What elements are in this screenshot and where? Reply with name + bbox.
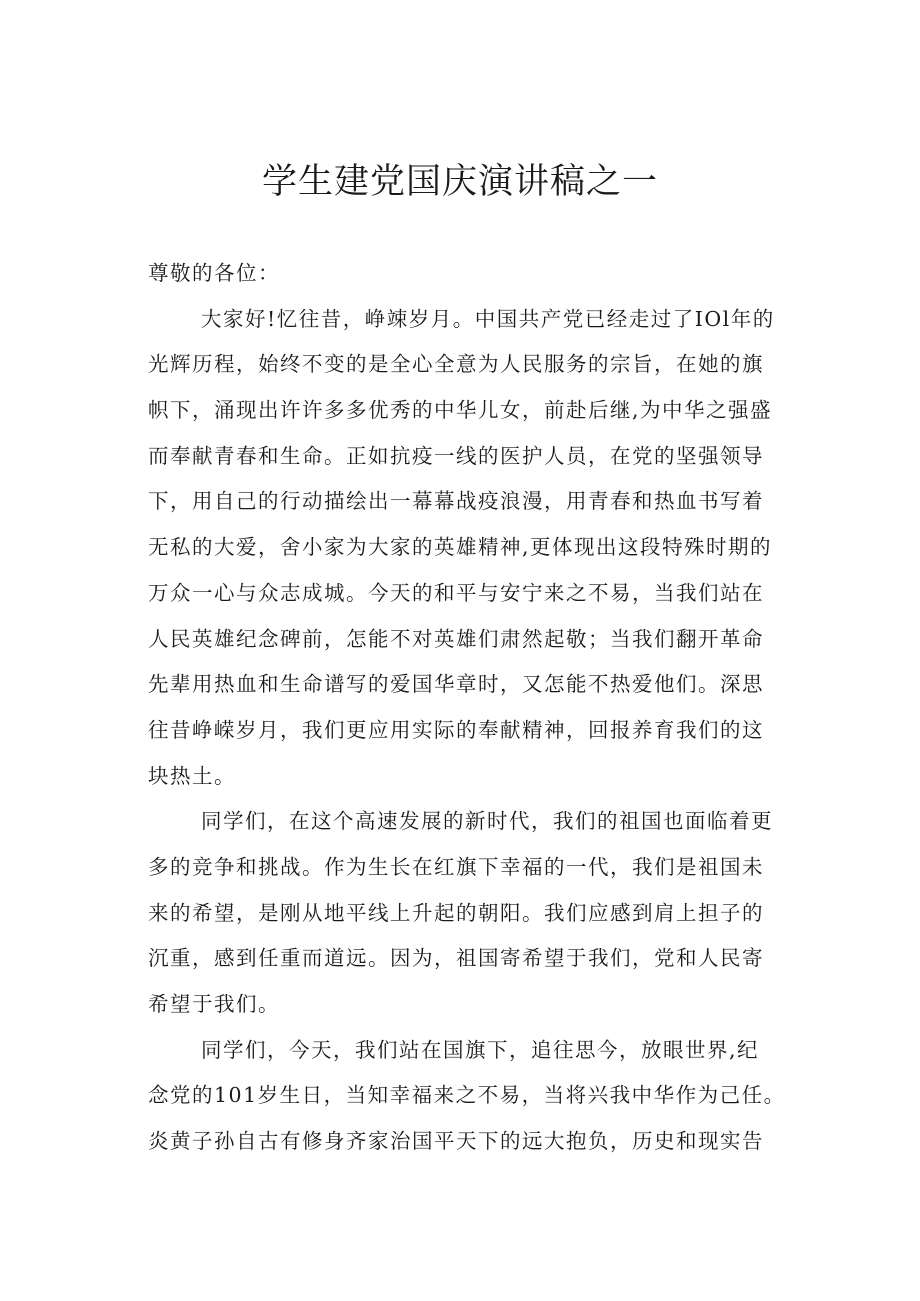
paragraph-1-line: 而奉献青春和生命。正如抗疫一线的医护人员，在党的坚强领导 [148, 443, 764, 468]
paragraph-1-line: 大家好!忆往昔，峥竦岁月。中国共产党已经走过了IOl年的 [201, 306, 775, 331]
paragraph-1-line: 无私的大爱，舍小家为大家的英雄精神,更体现出这段特殊时期的 [148, 535, 773, 560]
paragraph-1-line: 块热土。 [148, 763, 236, 788]
paragraph-1-line: 万众一心与众志成城。今天的和平与安宁来之不易，当我们站在 [148, 580, 764, 605]
paragraph-2-line: 多的竞争和挑战。作为生长在红旗下幸福的一代，我们是祖国未 [148, 854, 764, 879]
paragraph-1-line: 下，用自己的行动描绘出一幕幕战疫浪漫，用青春和热血书写着 [148, 489, 764, 514]
paragraph-1-line: 人民英雄纪念碑前，怎能不对英雄们肃然起敬；当我们翻开革命 [148, 626, 764, 651]
paragraph-2-line: 来的希望，是刚从地平线上升起的朝阳。我们应感到肩上担子的 [148, 900, 764, 925]
document-title: 学生建党国庆演讲稿之一 [261, 162, 658, 202]
document-body [148, 251, 808, 1165]
salutation: 尊敬的各位： [148, 261, 280, 285]
paragraph-1-line: 光辉历程，始终不变的是全心全意为人民服务的宗旨，在她的旗 [148, 352, 764, 377]
paragraph-1-line: 先辈用热血和生命谱写的爱国华章时，又怎能不热爱他们。深思 [148, 672, 764, 697]
paragraph-1-line: 帜下，涌现出许许多多优秀的中华儿女，前赴后继,为中华之强盛 [148, 398, 773, 423]
paragraph-2-line: 同学们，在这个高速发展的新时代，我们的祖国也面临着更 [201, 809, 773, 834]
paragraph-3-line: 炎黄子孙自古有修身齐家治国平天下的远大抱负，历史和现实告 [148, 1129, 764, 1154]
paragraph-3-line: 念党的101岁生日，当知幸福来之不易，当将兴我中华作为己任。 [148, 1083, 786, 1108]
paragraph-2-line: 希望于我们。 [148, 992, 280, 1016]
paragraph-2-line: 沉重，感到任重而道远。因为，祖国寄希望于我们，党和人民寄 [148, 946, 764, 971]
paragraph-1-line: 往昔峥嵘岁月，我们更应用实际的奉献精神，回报养育我们的这 [148, 717, 764, 742]
paragraph-3-line: 同学们，今天，我们站在国旗下，追往思今，放眼世界,纪 [201, 1037, 760, 1062]
